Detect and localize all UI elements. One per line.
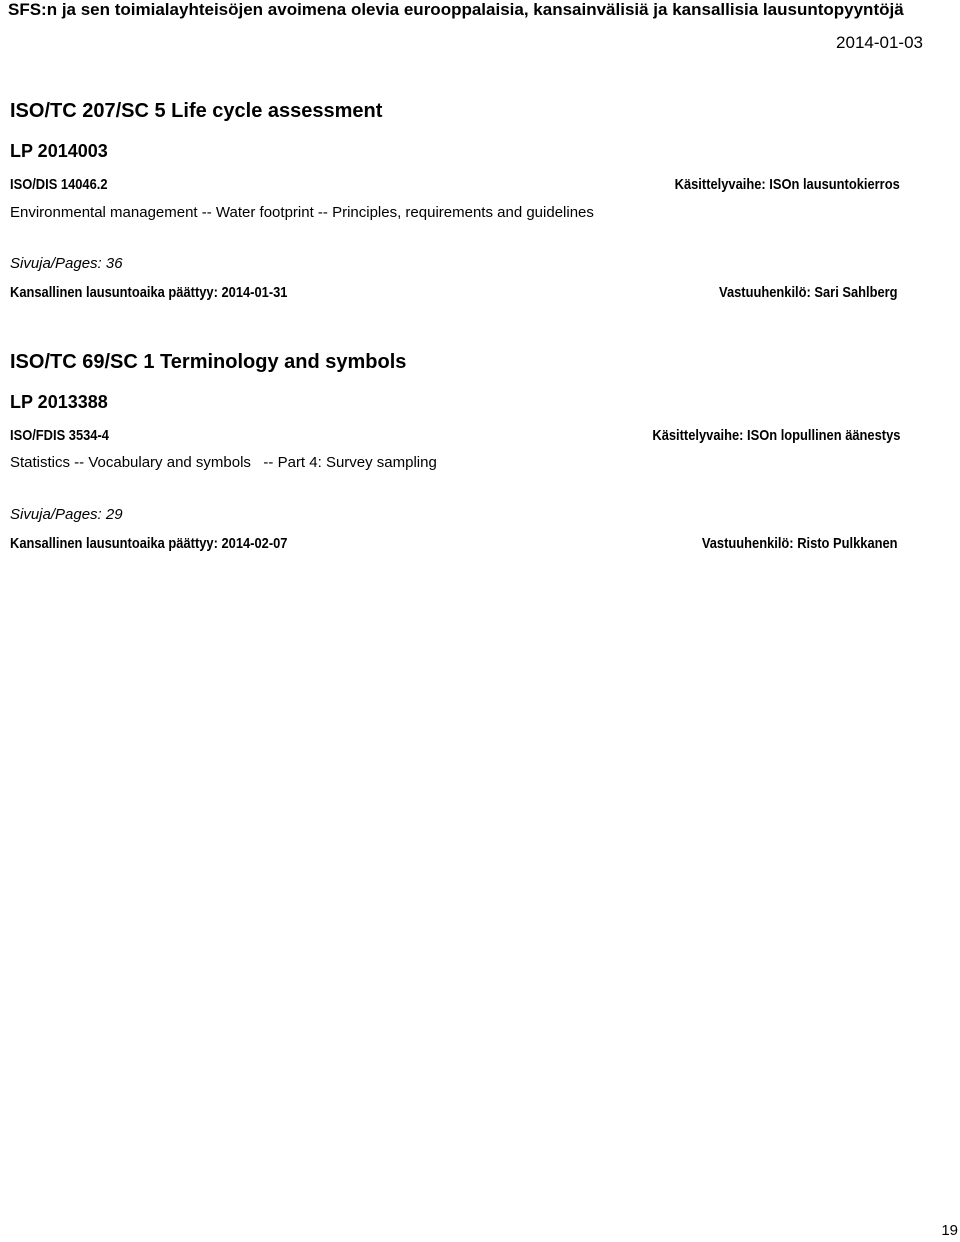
processing-stage: Käsittelyvaihe: ISOn lopullinen äänestys <box>651 427 900 444</box>
committee-heading: ISO/TC 207/SC 5 Life cycle assessment <box>10 100 383 122</box>
lp-number: LP 2014003 <box>10 141 108 161</box>
responsible-person: Vastuuhenkilö: Sari Sahlberg <box>719 284 898 301</box>
page-count: Sivuja/Pages: 29 <box>10 506 123 523</box>
lp-number: LP 2013388 <box>10 392 108 412</box>
document-id: ISO/FDIS 3534-4 <box>10 427 109 444</box>
document-title: Environmental management -- Water footprint -- Principles, requirements and guidelines <box>10 204 594 221</box>
page-count: Sivuja/Pages: 36 <box>10 255 123 272</box>
committee-heading: ISO/TC 69/SC 1 Terminology and symbols <box>10 351 407 373</box>
document-date: 2014-01-03 <box>836 33 923 52</box>
document-header-title: SFS:n ja sen toimialayhteisöjen avoimena olevia eurooppalaisia, kansainvälisiä ja kansallisia lausuntopyyntöjä <box>8 0 904 19</box>
responsible-person: Vastuuhenkilö: Risto Pulkkanen <box>702 535 898 552</box>
comment-deadline: Kansallinen lausuntoaika päättyy: 2014-01-31 <box>10 284 288 301</box>
comment-deadline: Kansallinen lausuntoaika päättyy: 2014-02-07 <box>10 535 288 552</box>
page-number: 19 <box>941 1222 958 1239</box>
document-title: Statistics -- Vocabulary and symbols -- Part 4: Survey sampling <box>10 454 437 471</box>
document-id: ISO/DIS 14046.2 <box>10 176 108 193</box>
processing-stage: Käsittelyvaihe: ISOn lausuntokierros <box>674 176 900 193</box>
